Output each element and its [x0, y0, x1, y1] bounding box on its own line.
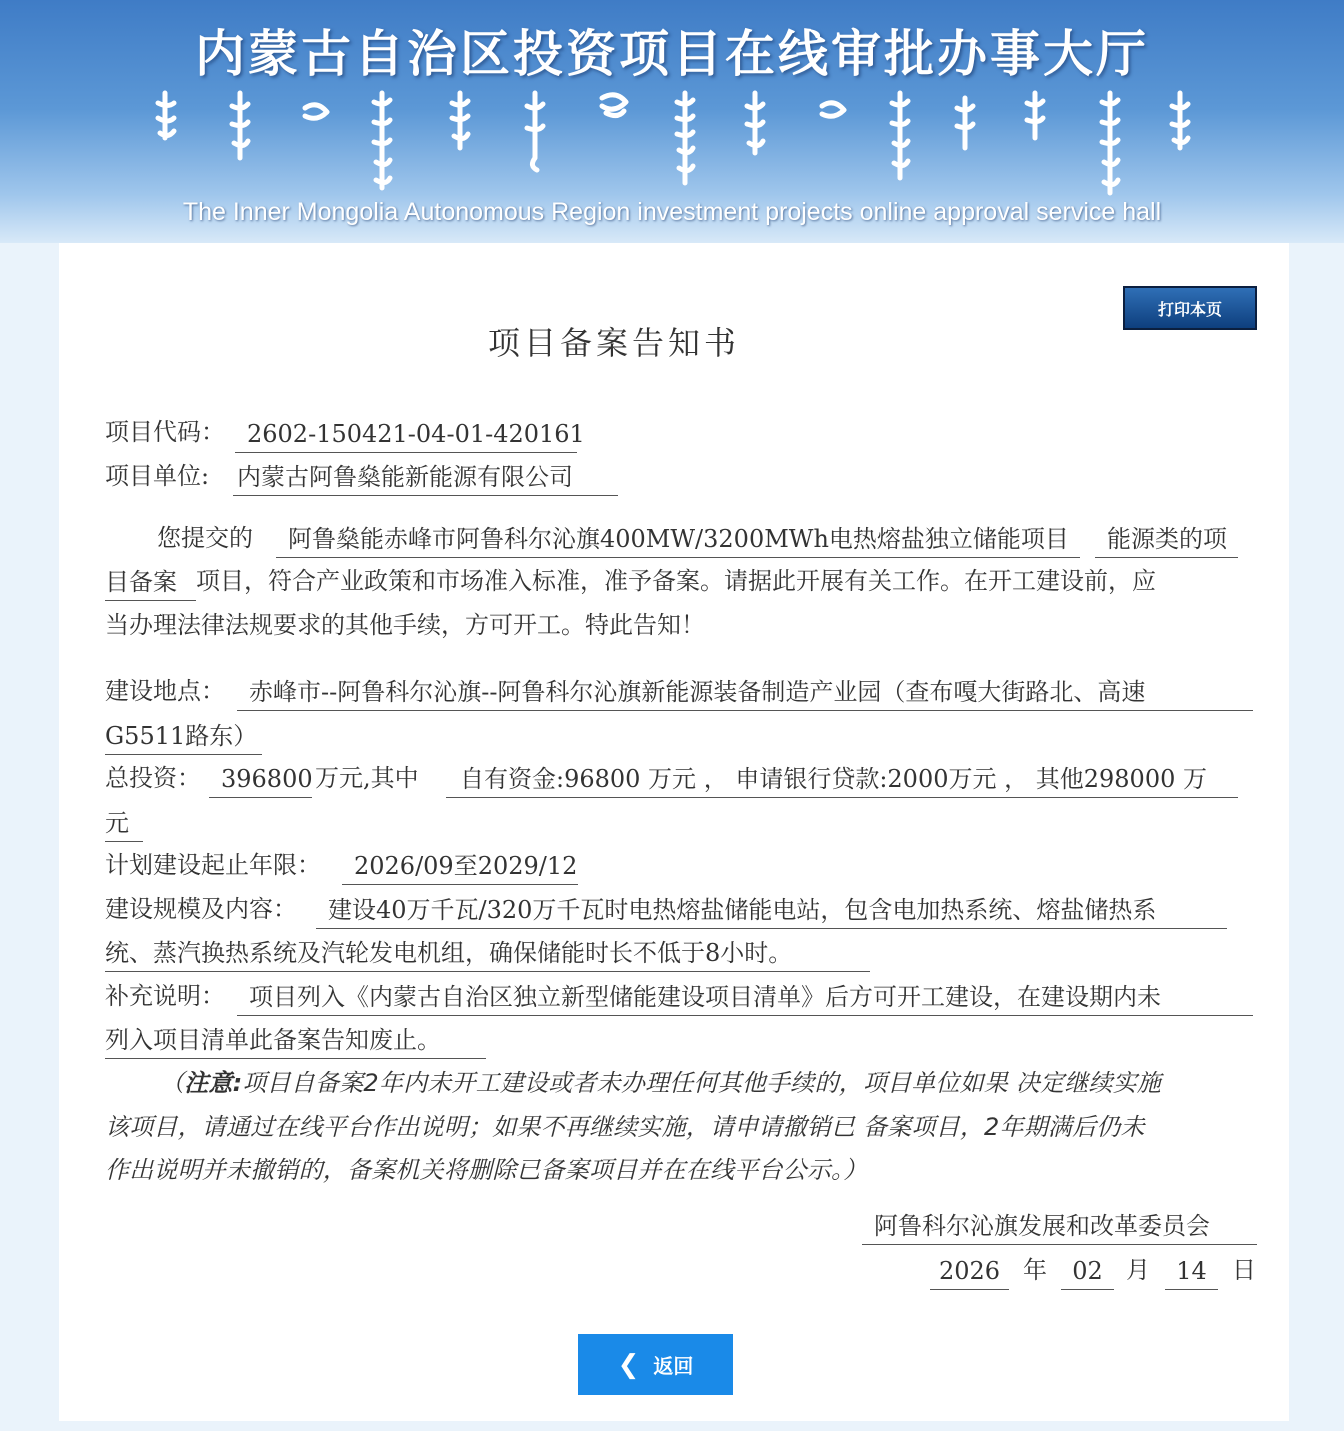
- project-unit-label: 项目单位:: [105, 462, 210, 490]
- period-label: 计划建设起止年限：: [105, 851, 321, 879]
- location-value-1: 赤峰市--阿鲁科尔沁旗--阿鲁科尔沁旗新能源装备制造产业园（查布嘎大街路北、高速: [237, 680, 1253, 711]
- mongolian-script-title: [150, 88, 1200, 198]
- supplement-label: 补充说明：: [105, 982, 225, 1010]
- chevron-left-icon: ❮: [617, 1349, 640, 1380]
- paragraph-line-2: 项目，符合产业政策和市场准入标准，准予备案。请据此开展有关工作。在开工建设前，应: [196, 567, 1156, 595]
- back-button-label: 返回: [653, 1354, 694, 1378]
- date-month: 02: [1061, 1259, 1114, 1290]
- supplement-value-2: 列入项目清单此备案告知废止。: [105, 1028, 486, 1059]
- paragraph-line-3: 当办理法律法规要求的其他手续，方可开工。特此告知！: [105, 611, 705, 639]
- supplement-value-1: 项目列入《内蒙古自治区独立新型储能建设项目清单》后方可开工建设，在建设期内未: [237, 985, 1253, 1016]
- investment-label: 总投资：: [105, 764, 201, 792]
- investment-total-value: 396800: [209, 767, 312, 798]
- scale-label: 建设规模及内容：: [105, 895, 297, 923]
- paragraph-prefix: 您提交的: [157, 524, 253, 552]
- site-title-en: The Inner Mongolia Autonomous Region investment projects online approval service hall: [182, 198, 1162, 226]
- issuer-name: 阿鲁科尔沁旗发展和改革委员会: [862, 1214, 1257, 1245]
- investment-unit-text: 万元,其中: [315, 764, 419, 792]
- location-label: 建设地点：: [105, 677, 225, 705]
- document-title: 项目备案告知书: [487, 324, 740, 362]
- project-code-value: 2602-150421-04-01-420161: [235, 422, 577, 453]
- project-code-label: 项目代码：: [105, 418, 225, 446]
- year-char: 年: [1023, 1256, 1047, 1284]
- notice-emphasis: 注意:: [184, 1069, 243, 1097]
- notice-line-3: 作出说明并未撤销的，备案机关将删除已备案项目并在在线平台公示。）: [105, 1156, 868, 1184]
- print-page-button[interactable]: 打印本页: [1123, 286, 1257, 330]
- date-year: 2026: [930, 1259, 1009, 1290]
- scale-value-1: 建设40万千瓦/320万千瓦时电热熔盐储能电站，包含电加热系统、熔盐储热系: [316, 898, 1227, 929]
- project-unit-value: 内蒙古阿鲁燊能新能源有限公司: [233, 465, 618, 496]
- month-char: 月: [1126, 1256, 1150, 1284]
- investment-detail-value-2: 元: [105, 811, 143, 842]
- site-title-cn: 内蒙古自治区投资项目在线审批办事大厅: [195, 24, 1149, 83]
- project-name-value: 阿鲁燊能赤峰市阿鲁科尔沁旗400MW/3200MWh电热熔盐独立储能项目: [276, 527, 1080, 558]
- location-value-2: G5511路东）: [105, 724, 262, 755]
- date-day: 14: [1165, 1259, 1218, 1290]
- header-banner: [0, 0, 1344, 243]
- notice-line-2: 该项目，请通过在线平台作出说明；如果不再继续实施，请申请撤销已 备案项目，2年期满后仍未: [105, 1113, 1145, 1141]
- scale-value-2: 统、蒸汽换热系统及汽轮发电机组，确保储能时长不低于8小时。: [105, 941, 870, 972]
- investment-detail-value: 自有资金:96800 万元 ， 申请银行贷款:2000万元 ， 其他298000 万: [446, 767, 1238, 798]
- period-value: 2026/09至2029/12: [342, 854, 578, 885]
- project-type-value-1: 能源类的项: [1095, 527, 1238, 558]
- day-char: 日: [1232, 1256, 1256, 1284]
- project-type-value-2: 目备案: [105, 570, 196, 601]
- back-button[interactable]: [578, 1334, 733, 1395]
- notice-line-1: （注意:项目自备案2年内未开工建设或者未办理任何其他手续的，项目单位如果 决定继续实施: [160, 1069, 1162, 1097]
